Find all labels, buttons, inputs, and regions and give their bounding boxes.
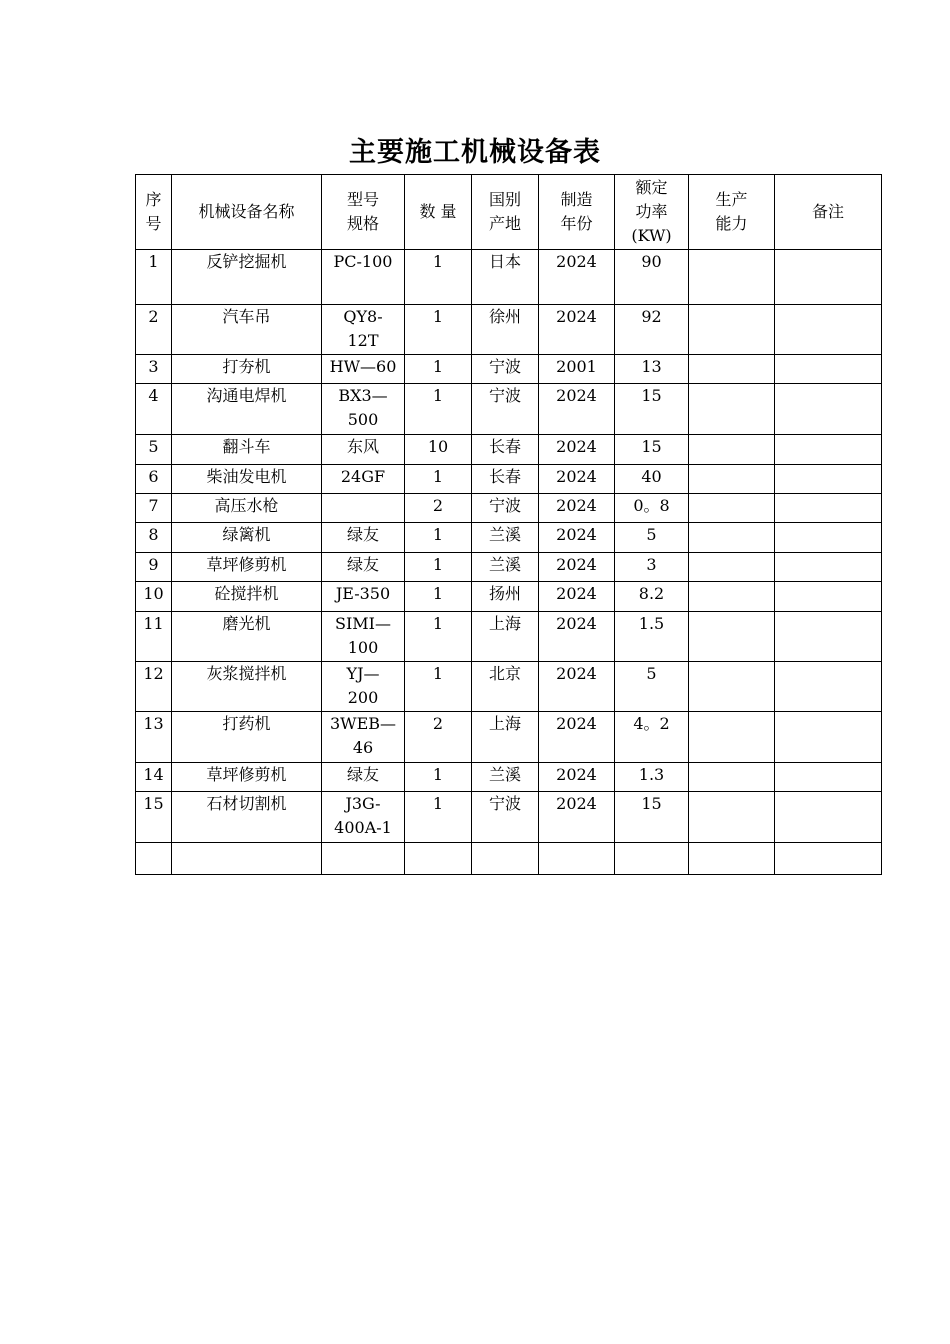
cell-year	[539, 523, 615, 553]
cell-no	[136, 494, 172, 523]
cell-qty	[405, 843, 472, 875]
cell-text: 2024	[556, 794, 597, 813]
cell-name	[172, 763, 322, 792]
cell-qty	[405, 582, 472, 612]
column-header-power	[615, 175, 689, 250]
cell-no	[136, 384, 172, 435]
cell-line: 绿友	[346, 765, 379, 784]
cell-model	[322, 435, 405, 465]
table-row	[136, 435, 882, 465]
cell-text: 兰溪	[488, 555, 521, 574]
cell-qty	[405, 494, 472, 523]
column-header-capacity	[689, 175, 775, 250]
cell-text: 长春	[488, 437, 521, 456]
cell-no	[136, 250, 172, 305]
column-header-line: 产地	[488, 214, 521, 233]
cell-year	[539, 792, 615, 843]
cell-model	[322, 384, 405, 435]
cell-text: 2	[432, 714, 444, 733]
cell-origin	[472, 465, 539, 494]
cell-qty	[405, 435, 472, 465]
column-header-line: 功率	[635, 202, 668, 221]
cell-line: QY8-	[343, 307, 383, 326]
cell-text: 10	[143, 584, 164, 603]
cell-text: 5	[646, 664, 657, 683]
cell-no	[136, 553, 172, 582]
cell-text: 2024	[556, 386, 597, 405]
cell-capacity	[689, 305, 775, 355]
cell-text: 1	[432, 307, 444, 326]
cell-remark	[775, 662, 882, 712]
cell-year	[539, 763, 615, 792]
cell-text: 0。8	[633, 496, 670, 515]
cell-line: 绿友	[346, 525, 379, 544]
cell-text: 2024	[556, 525, 597, 544]
cell-text: 1.3	[638, 765, 665, 784]
cell-qty	[405, 250, 472, 305]
column-header-remark	[775, 175, 882, 250]
cell-origin	[472, 582, 539, 612]
cell-qty	[405, 523, 472, 553]
column-header-line: 额定	[635, 178, 668, 197]
cell-text: 2	[432, 496, 444, 515]
cell-name	[172, 465, 322, 494]
cell-text: 1	[432, 794, 444, 813]
cell-text: 2	[148, 307, 159, 326]
cell-name	[172, 305, 322, 355]
cell-power	[615, 582, 689, 612]
cell-power	[615, 843, 689, 875]
table-row	[136, 250, 882, 305]
cell-line: 东风	[346, 437, 379, 456]
cell-name	[172, 435, 322, 465]
column-header-line: (KW)	[631, 226, 672, 245]
cell-text: 上海	[488, 714, 521, 733]
cell-origin	[472, 355, 539, 384]
cell-text: 汽车吊	[222, 307, 271, 326]
cell-text: 2024	[556, 437, 597, 456]
cell-model	[322, 662, 405, 712]
cell-capacity	[689, 792, 775, 843]
cell-model	[322, 494, 405, 523]
cell-model	[322, 553, 405, 582]
equipment-table	[135, 174, 882, 875]
table-row	[136, 355, 882, 384]
cell-line: 46	[352, 738, 374, 757]
cell-year	[539, 612, 615, 662]
cell-no	[136, 662, 172, 712]
cell-text: 14	[143, 765, 164, 784]
cell-text: 宁波	[488, 386, 521, 405]
column-header-qty	[405, 175, 472, 250]
cell-capacity	[689, 384, 775, 435]
table-header-row	[136, 175, 882, 250]
cell-text: 12	[143, 664, 164, 683]
cell-qty	[405, 712, 472, 763]
cell-qty	[405, 612, 472, 662]
cell-remark	[775, 384, 882, 435]
table-row	[136, 763, 882, 792]
column-header-line: 号	[145, 214, 162, 233]
cell-text: 3	[148, 357, 159, 376]
cell-text: 1	[432, 252, 444, 271]
column-header-name	[172, 175, 322, 250]
cell-origin	[472, 523, 539, 553]
cell-line: 12T	[347, 331, 379, 350]
cell-power	[615, 305, 689, 355]
cell-remark	[775, 523, 882, 553]
cell-power	[615, 553, 689, 582]
cell-name	[172, 712, 322, 763]
cell-line: 24GF	[340, 467, 386, 486]
cell-no	[136, 435, 172, 465]
column-header-no	[136, 175, 172, 250]
cell-line: 3WEB—	[329, 714, 397, 733]
cell-origin	[472, 435, 539, 465]
table-row	[136, 582, 882, 612]
cell-line: 500	[347, 410, 379, 429]
cell-origin	[472, 305, 539, 355]
cell-line: HW—60	[329, 357, 397, 376]
cell-year	[539, 712, 615, 763]
cell-name	[172, 494, 322, 523]
column-header-line: 规格	[346, 214, 379, 233]
cell-text: 北京	[488, 664, 521, 683]
cell-qty	[405, 465, 472, 494]
cell-power	[615, 662, 689, 712]
table-row	[136, 792, 882, 843]
cell-model	[322, 843, 405, 875]
cell-text: 11	[143, 614, 164, 633]
cell-text: 草坪修剪机	[206, 765, 287, 784]
cell-year	[539, 384, 615, 435]
column-header-line: 能力	[715, 214, 748, 233]
cell-no	[136, 465, 172, 494]
cell-name	[172, 355, 322, 384]
cell-name	[172, 250, 322, 305]
cell-capacity	[689, 612, 775, 662]
cell-text: 8.2	[638, 584, 665, 603]
cell-remark	[775, 250, 882, 305]
cell-no	[136, 355, 172, 384]
cell-qty	[405, 792, 472, 843]
cell-line: 绿友	[346, 555, 379, 574]
cell-line: 400A-1	[334, 818, 392, 837]
column-header-line: 国别	[488, 190, 521, 209]
cell-name	[172, 582, 322, 612]
cell-qty	[405, 355, 472, 384]
cell-power	[615, 523, 689, 553]
cell-text: 1	[432, 467, 444, 486]
cell-text: 草坪修剪机	[206, 555, 287, 574]
cell-text: 6	[148, 467, 159, 486]
cell-remark	[775, 792, 882, 843]
cell-origin	[472, 553, 539, 582]
cell-remark	[775, 582, 882, 612]
cell-text: 石材切割机	[206, 794, 287, 813]
cell-year	[539, 465, 615, 494]
cell-text: 13	[143, 714, 164, 733]
cell-remark	[775, 494, 882, 523]
cell-capacity	[689, 465, 775, 494]
cell-text: 兰溪	[488, 525, 521, 544]
cell-remark	[775, 435, 882, 465]
cell-text: 2024	[556, 714, 597, 733]
cell-capacity	[689, 582, 775, 612]
cell-text: 宁波	[488, 794, 521, 813]
cell-origin	[472, 494, 539, 523]
cell-text: 15	[641, 386, 662, 405]
cell-capacity	[689, 712, 775, 763]
cell-text: 10	[427, 437, 449, 456]
cell-power	[615, 494, 689, 523]
cell-text: 扬州	[488, 584, 521, 603]
cell-text: 反铲挖掘机	[206, 252, 287, 271]
cell-no	[136, 582, 172, 612]
table-row	[136, 523, 882, 553]
cell-text: 15	[143, 794, 164, 813]
cell-text: 打夯机	[222, 357, 271, 376]
cell-name	[172, 523, 322, 553]
cell-text: 9	[148, 555, 159, 574]
cell-model	[322, 763, 405, 792]
cell-text: 1	[432, 386, 444, 405]
cell-line: YJ—	[346, 664, 380, 683]
cell-text: 1	[432, 614, 444, 633]
column-header-model	[322, 175, 405, 250]
cell-year	[539, 250, 615, 305]
column-header-line: 年份	[560, 214, 593, 233]
cell-text: 40	[641, 467, 662, 486]
cell-text: 宁波	[488, 357, 521, 376]
cell-capacity	[689, 843, 775, 875]
cell-capacity	[689, 662, 775, 712]
cell-text: 柴油发电机	[206, 467, 287, 486]
cell-origin	[472, 384, 539, 435]
cell-capacity	[689, 763, 775, 792]
cell-text: 4	[148, 386, 159, 405]
table-row	[136, 384, 882, 435]
cell-text: 打药机	[222, 714, 271, 733]
column-header-line: 生产	[715, 190, 748, 209]
column-header-origin	[472, 175, 539, 250]
cell-capacity	[689, 355, 775, 384]
cell-text: 2024	[556, 765, 597, 784]
cell-origin	[472, 712, 539, 763]
cell-text: 2024	[556, 555, 597, 574]
cell-remark	[775, 355, 882, 384]
cell-text: 2024	[556, 307, 597, 326]
cell-model	[322, 582, 405, 612]
column-header-line: 制造	[560, 190, 593, 209]
column-header-year	[539, 175, 615, 250]
cell-power	[615, 612, 689, 662]
cell-model	[322, 612, 405, 662]
cell-text: 宁波	[488, 496, 521, 515]
cell-text: 2024	[556, 467, 597, 486]
cell-no	[136, 792, 172, 843]
cell-text: 4。2	[633, 714, 670, 733]
cell-remark	[775, 612, 882, 662]
cell-year	[539, 494, 615, 523]
cell-year	[539, 843, 615, 875]
cell-text: 2024	[556, 252, 597, 271]
cell-year	[539, 435, 615, 465]
cell-remark	[775, 843, 882, 875]
cell-name	[172, 384, 322, 435]
cell-text: 8	[148, 525, 159, 544]
cell-power	[615, 792, 689, 843]
cell-text: 2024	[556, 664, 597, 683]
cell-qty	[405, 763, 472, 792]
cell-year	[539, 305, 615, 355]
cell-text: 砼搅拌机	[214, 584, 279, 603]
cell-power	[615, 384, 689, 435]
cell-model	[322, 523, 405, 553]
cell-text: 绿篱机	[222, 525, 271, 544]
cell-capacity	[689, 523, 775, 553]
cell-no	[136, 843, 172, 875]
cell-origin	[472, 843, 539, 875]
cell-capacity	[689, 494, 775, 523]
cell-text: 高压水枪	[214, 496, 279, 515]
cell-capacity	[689, 250, 775, 305]
cell-origin	[472, 612, 539, 662]
cell-power	[615, 763, 689, 792]
cell-line: J3G-	[345, 794, 381, 813]
cell-origin	[472, 662, 539, 712]
column-header-line: 数 量	[419, 202, 457, 221]
table-row	[136, 494, 882, 523]
cell-name	[172, 662, 322, 712]
cell-text: 1	[432, 664, 444, 683]
column-header-line: 序	[145, 190, 162, 209]
cell-text: 90	[641, 252, 662, 271]
cell-no	[136, 523, 172, 553]
cell-text: 徐州	[488, 307, 521, 326]
table-row	[136, 612, 882, 662]
cell-name	[172, 843, 322, 875]
cell-text: 92	[641, 307, 662, 326]
cell-text: 上海	[488, 614, 521, 633]
cell-text: 2024	[556, 614, 597, 633]
cell-name	[172, 553, 322, 582]
cell-model	[322, 250, 405, 305]
column-header-line: 机械设备名称	[198, 202, 295, 221]
cell-no	[136, 612, 172, 662]
cell-text: 1	[432, 584, 444, 603]
cell-power	[615, 355, 689, 384]
cell-text: 日本	[488, 252, 521, 271]
table-row	[136, 465, 882, 494]
cell-model	[322, 465, 405, 494]
cell-text: 15	[641, 437, 662, 456]
cell-text: 13	[641, 357, 662, 376]
column-header-line: 备注	[811, 202, 844, 221]
cell-name	[172, 612, 322, 662]
cell-text: 2024	[556, 584, 597, 603]
cell-line: SIMI—	[335, 614, 391, 633]
cell-text: 5	[646, 525, 657, 544]
cell-capacity	[689, 435, 775, 465]
cell-model	[322, 792, 405, 843]
table-row	[136, 305, 882, 355]
cell-remark	[775, 465, 882, 494]
cell-qty	[405, 384, 472, 435]
cell-no	[136, 712, 172, 763]
cell-origin	[472, 763, 539, 792]
cell-name	[172, 792, 322, 843]
cell-year	[539, 553, 615, 582]
cell-text: 1	[432, 357, 444, 376]
cell-text: 磨光机	[222, 614, 271, 633]
cell-model	[322, 712, 405, 763]
cell-remark	[775, 553, 882, 582]
page-title: 主要施工机械设备表	[349, 137, 601, 168]
cell-text: 1	[432, 525, 444, 544]
cell-line: 100	[347, 638, 379, 657]
cell-text: 灰浆搅拌机	[206, 664, 287, 683]
cell-power	[615, 465, 689, 494]
cell-text: 长春	[488, 467, 521, 486]
cell-year	[539, 582, 615, 612]
cell-model	[322, 355, 405, 384]
cell-origin	[472, 250, 539, 305]
cell-line: PC-100	[333, 252, 393, 271]
cell-remark	[775, 763, 882, 792]
cell-power	[615, 435, 689, 465]
table-row	[136, 662, 882, 712]
table-row	[136, 843, 882, 875]
table-body	[136, 250, 882, 875]
cell-power	[615, 250, 689, 305]
cell-model	[322, 305, 405, 355]
cell-text: 1	[432, 555, 444, 574]
cell-text: 沟通电焊机	[206, 386, 287, 405]
cell-text: 1	[432, 765, 444, 784]
cell-no	[136, 305, 172, 355]
cell-line: 200	[347, 688, 379, 707]
table-row	[136, 712, 882, 763]
cell-text: 15	[641, 794, 662, 813]
cell-text: 翻斗车	[222, 437, 271, 456]
table-row	[136, 553, 882, 582]
cell-text: 2024	[556, 496, 597, 515]
cell-text: 1	[148, 252, 159, 271]
column-header-line: 型号	[346, 190, 379, 209]
cell-qty	[405, 305, 472, 355]
cell-text: 7	[148, 496, 159, 515]
cell-power	[615, 712, 689, 763]
cell-text: 5	[148, 437, 159, 456]
cell-qty	[405, 662, 472, 712]
cell-remark	[775, 712, 882, 763]
cell-no	[136, 763, 172, 792]
cell-line: BX3—	[338, 386, 388, 405]
cell-capacity	[689, 553, 775, 582]
cell-text: 兰溪	[488, 765, 521, 784]
cell-year	[539, 662, 615, 712]
cell-text: 2001	[556, 357, 597, 376]
cell-text: 3	[646, 555, 657, 574]
cell-line: JE-350	[335, 584, 391, 603]
cell-origin	[472, 792, 539, 843]
cell-year	[539, 355, 615, 384]
cell-remark	[775, 305, 882, 355]
cell-text: 1.5	[638, 614, 665, 633]
cell-qty	[405, 553, 472, 582]
